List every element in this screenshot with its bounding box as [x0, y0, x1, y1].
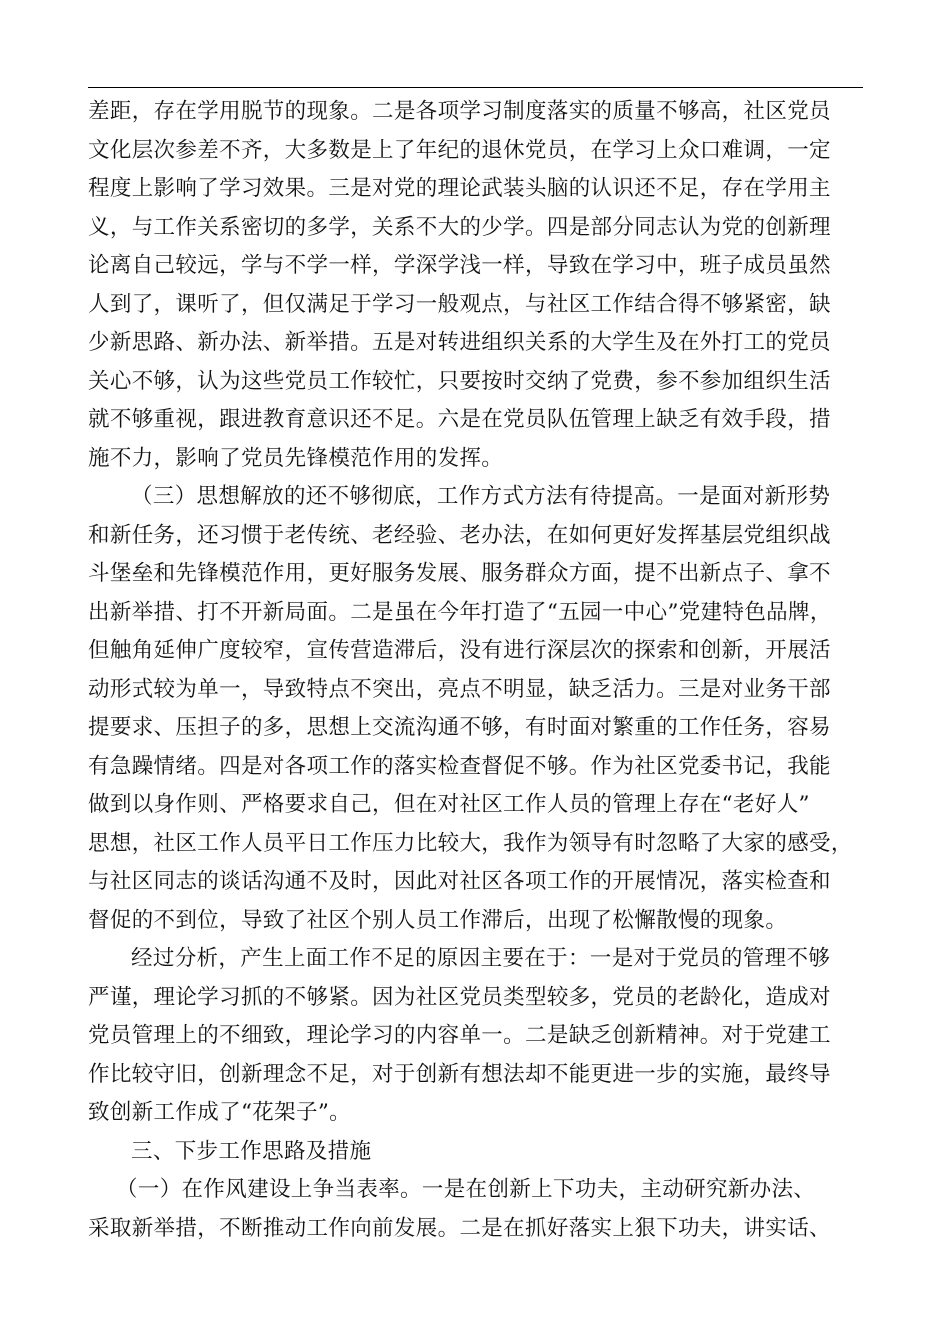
text-line: 采取新举措，不断推动工作向前发展。二是在抓好落实上狠下功夫，讲实话、	[88, 1215, 831, 1241]
text-line: 做到以身作则、严格要求自己，但在对社区工作人员的管理上存在“老好人”	[88, 792, 810, 817]
text-line: 关心不够，认为这些党员工作较忙，只要按时交纳了党费，参不参加组织生活	[88, 368, 831, 394]
text-line: 就不够重视，跟进教育意识还不足。六是在党员队伍管理上缺乏有效手段，措	[88, 407, 831, 432]
text-line: 斗堡垒和先锋模范作用，更好服务发展、服务群众方面，提不出新点子、拿不	[88, 561, 831, 586]
text-line: 思想，社区工作人员平日工作压力比较大，我作为领导有时忽略了大家的感受，	[88, 830, 853, 856]
text-line: 但触角延伸广度较窄，宣传营造滞后，没有进行深层次的探索和创新，开展活	[88, 638, 831, 663]
text-line: 人到了，课听了，但仅满足于学习一般观点，与社区工作结合得不够紧密，缺	[88, 291, 831, 317]
text-line: 少新思路、新办法、新举措。五是对转进组织关系的大学生及在外打工的党员	[88, 330, 831, 355]
text-line: 严谨，理论学习抓的不够紧。因为社区党员类型较多，党员的老龄化，造成对	[88, 984, 831, 1010]
text-line: 出新举措、打不开新局面。二是虽在今年打造了“五园一中心”党建特色品牌，	[88, 599, 832, 625]
text-line: 施不力，影响了党员先锋模范作用的发挥。	[88, 445, 504, 471]
text-line: 党员管理上的不细致，理论学习的内容单一。二是缺乏创新精神。对于党建工	[88, 1023, 831, 1048]
text-line: 督促的不到位，导致了社区个别人员工作滞后，出现了松懈散慢的现象。	[88, 907, 788, 933]
header-rule	[88, 87, 863, 88]
text-line: 文化层次参差不齐，大多数是上了年纪的退休党员，在学习上众口难调，一定	[88, 137, 831, 163]
text-line: 义，与工作关系密切的多学，关系不大的少学。四是部分同志认为党的创新理	[88, 214, 831, 240]
text-line: 作比较守旧，创新理念不足，对于创新有想法却不能更进一步的实施，最终导	[88, 1061, 831, 1087]
text-line: 与社区同志的谈话沟通不及时，因此对社区各项工作的开展情况，落实检查和	[88, 869, 831, 894]
text-line: （一）在作风建设上争当表率。一是在创新上下功夫，主动研究新办法、	[116, 1177, 816, 1202]
text-line: 致创新工作成了“花架子”。	[88, 1100, 352, 1125]
text-line: 经过分析，产生上面工作不足的原因主要在于：一是对于党员的管理不够	[131, 946, 831, 971]
text-line: 有急躁情绪。四是对各项工作的落实检查督促不够。作为社区党委书记，我能	[88, 753, 831, 779]
document-body	[88, 93, 878, 1248]
text-line: 动形式较为单一，导致特点不突出，亮点不明显，缺乏活力。三是对业务干部	[88, 676, 831, 702]
text-line: 提要求、压担子的多，思想上交流沟通不够，有时面对繁重的工作任务，容易	[88, 715, 831, 740]
text-line: 论离自己较远，学与不学一样，学深学浅一样，导致在学习中，班子成员虽然	[88, 253, 831, 278]
text-line: （三）思想解放的还不够彻底，工作方式方法有待提高。一是面对新形势	[131, 484, 831, 509]
text-line: 和新任务，还习惯于老传统、老经验、老办法，在如何更好发挥基层党组织战	[88, 522, 831, 548]
text-line: 程度上影响了学习效果。三是对党的理论武装头脑的认识还不足，存在学用主	[88, 176, 831, 201]
text-line: 三、下步工作思路及措施	[131, 1138, 372, 1164]
text-line: 差距，存在学用脱节的现象。二是各项学习制度落实的质量不够高，社区党员	[88, 99, 831, 124]
